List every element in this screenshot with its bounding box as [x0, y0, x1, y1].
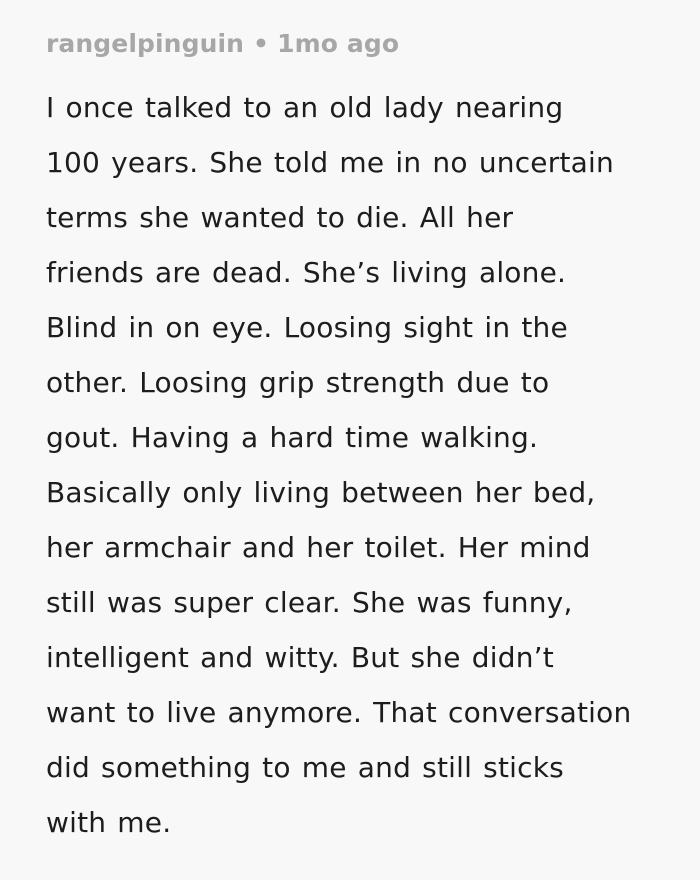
comment-body-line: Basically only living between her bed,	[46, 476, 596, 509]
comment-body-line: her armchair and her toilet. Her mind	[46, 531, 591, 564]
comment-meta	[46, 29, 660, 59]
comment-body-line: still was super clear. She was funny,	[46, 586, 573, 619]
comment-body-line: intelligent and witty. But she didn’t	[46, 641, 554, 674]
comment-body-line: want to live anymore. That conversation	[46, 696, 632, 729]
comment-author[interactable]: rangelpinguin	[46, 29, 245, 58]
comment-body-line: other. Loosing grip strength due to	[46, 366, 550, 399]
comment-body-line: friends are dead. She’s living alone.	[46, 256, 567, 289]
comment-body-line: 100 years. She told me in no uncertain	[46, 146, 614, 179]
comment-body-line: did something to me and still sticks	[46, 751, 564, 784]
comment-body-line: terms she wanted to die. All her	[46, 201, 514, 234]
comment-body-line: Blind in on eye. Loosing sight in the	[46, 311, 568, 344]
comment-body	[46, 80, 666, 850]
comment-body-line: with me.	[46, 806, 172, 839]
comment-body-line: I once talked to an old lady nearing	[46, 91, 564, 124]
comment-timestamp: 1mo ago	[277, 29, 400, 58]
comment-body-line: gout. Having a hard time walking.	[46, 421, 539, 454]
meta-separator: •	[253, 29, 270, 58]
